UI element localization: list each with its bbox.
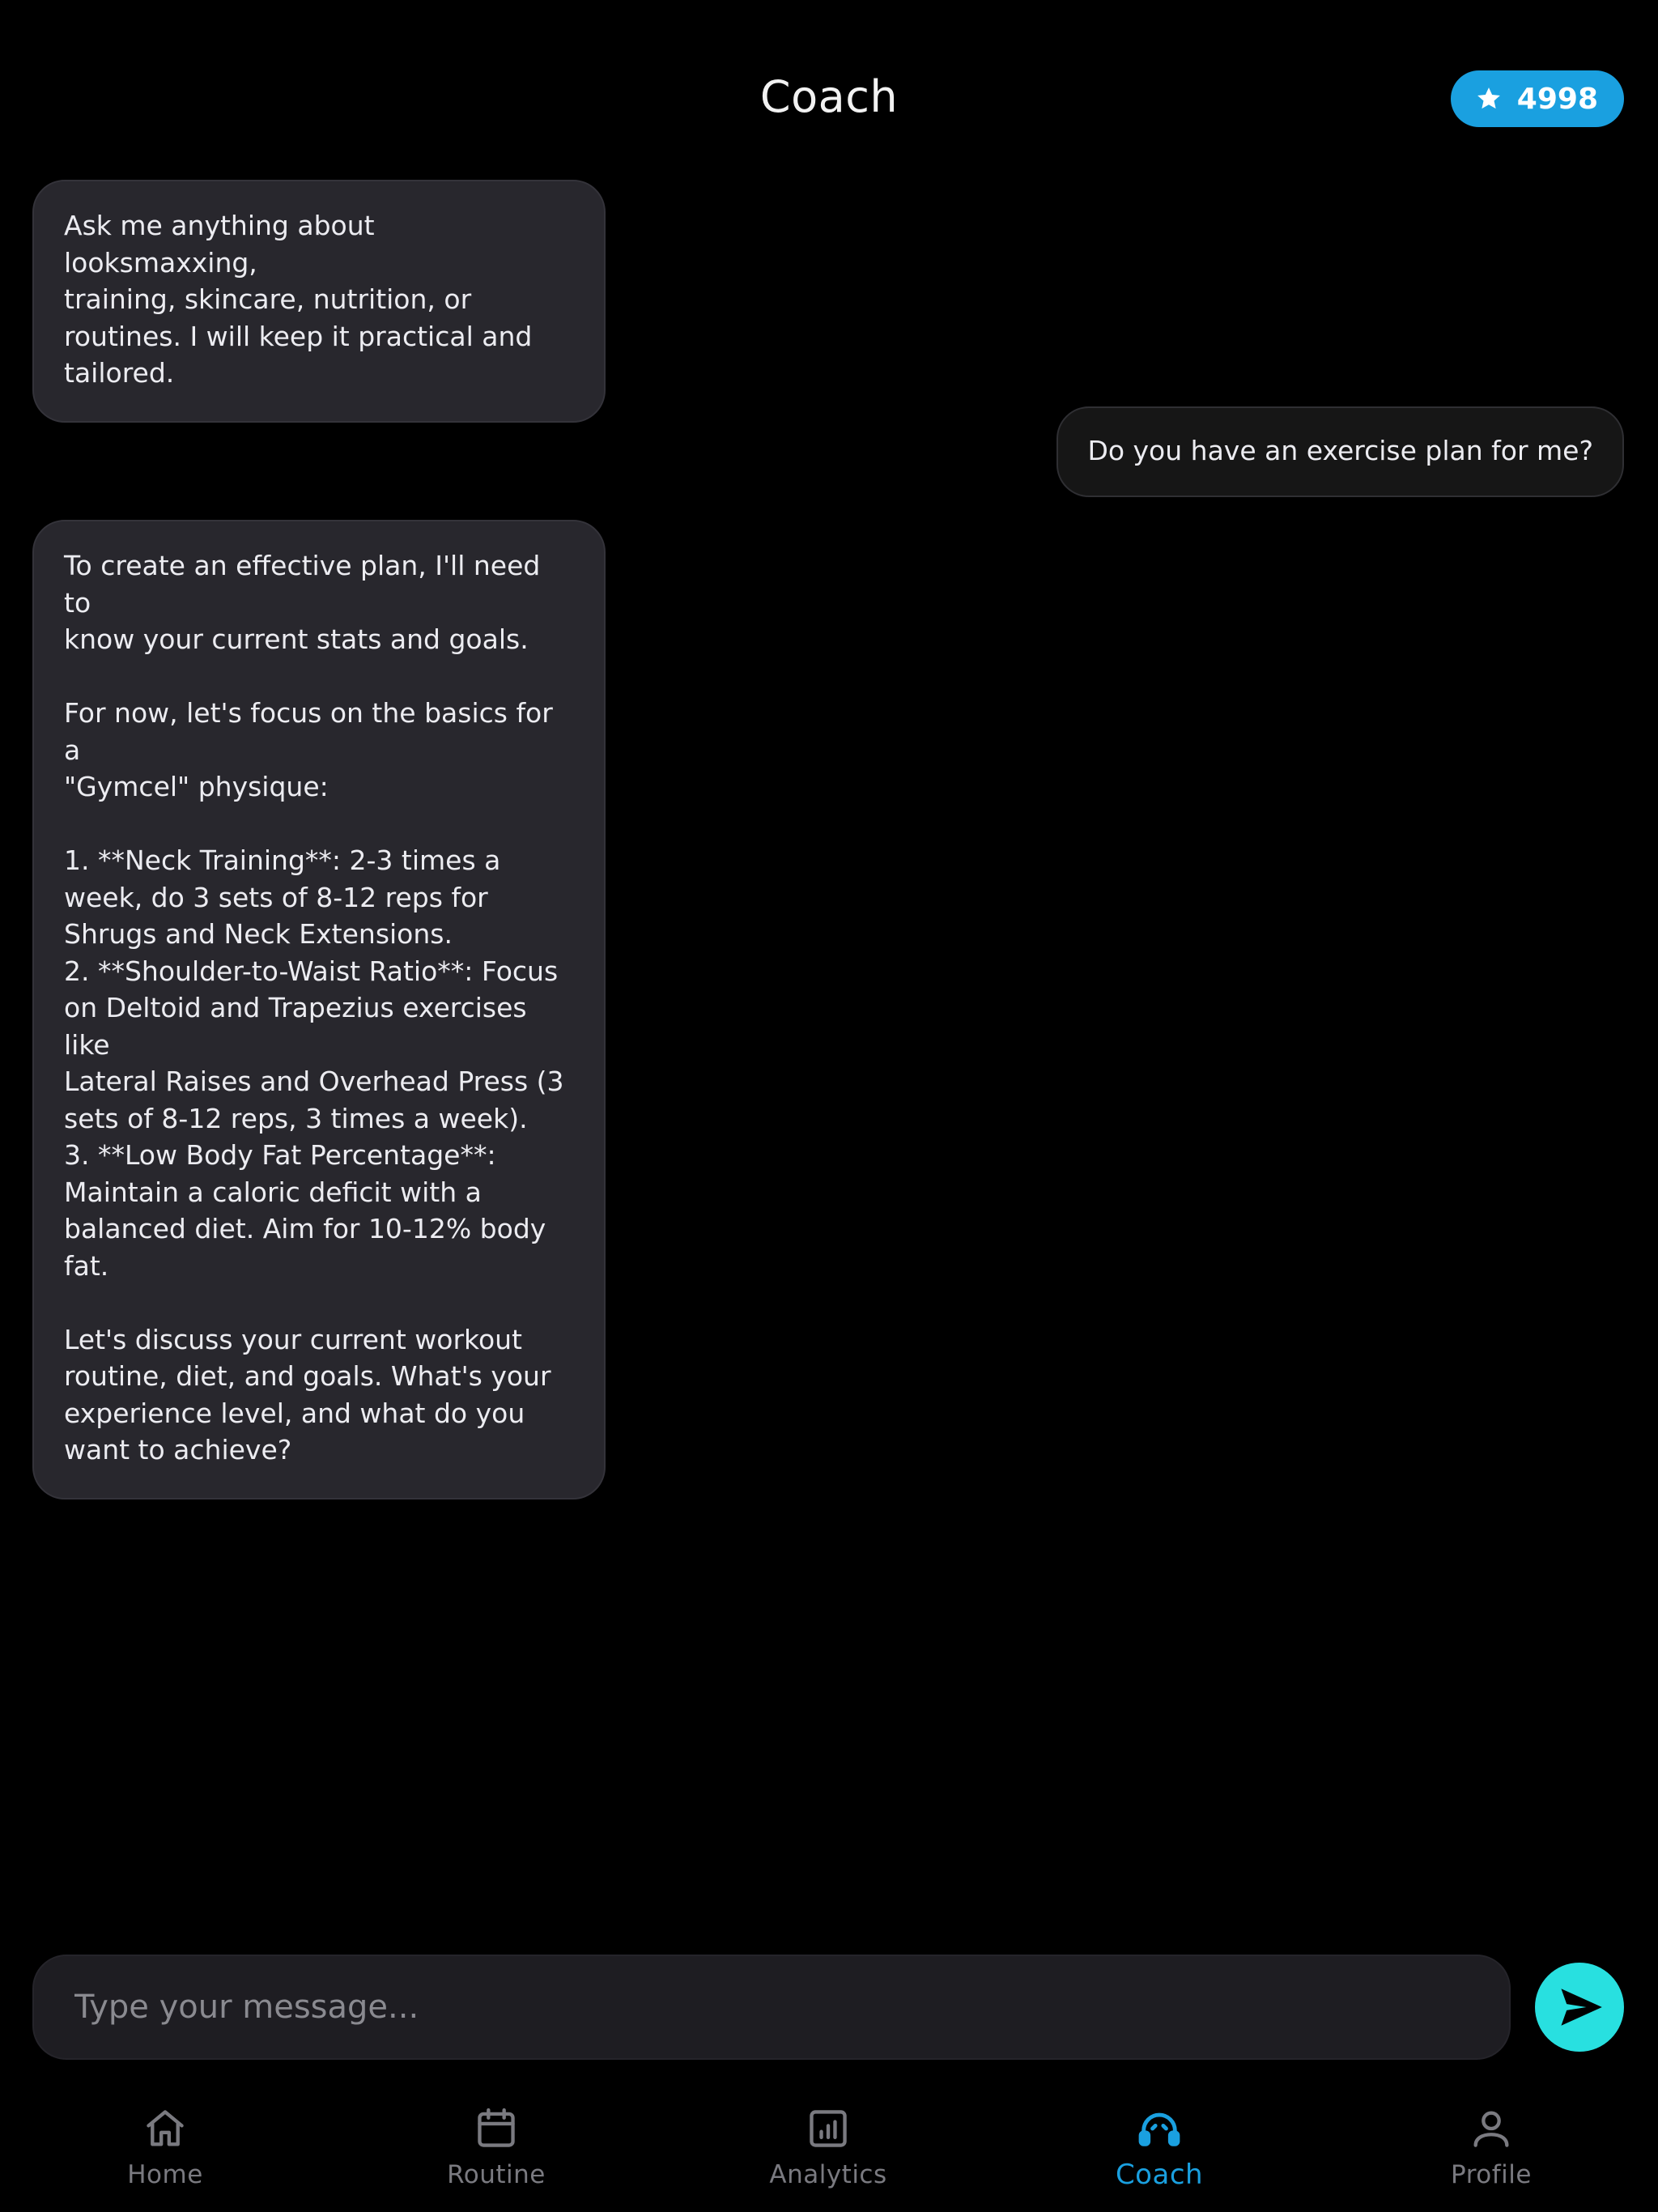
calendar-icon	[473, 2105, 520, 2152]
nav-label: Routine	[447, 2160, 546, 2189]
nav-item-home[interactable]	[44, 2105, 287, 2202]
nav-label: Profile	[1451, 2160, 1532, 2189]
nav-item-analytics[interactable]	[707, 2105, 950, 2202]
message-input[interactable]	[32, 1955, 1511, 2060]
star-icon	[1475, 85, 1503, 113]
analytics-icon	[805, 2105, 852, 2152]
home-icon	[142, 2105, 189, 2152]
coach-message: To create an effective plan, I'll need to know your current stats and goals. For now, let's focus on the basics for a "Gymcel" physique: 1. **Neck Training**: 2-3 times a week, do 3 sets of 8-12 reps for Shrugs and Neck Extensions. 2. **Shoulder-to-Waist Ratio**: Focus on Deltoid and Trapezius exercises like Lateral Raises and Overhead Press (3 sets of 8-12 reps, 3 times a week). 3. **Low Body Fat Percentage**: Maintain a caloric deficit with a balanced diet. Aim for 10-12% body fat. Let's discuss your current workout routine, diet, and goals. What's your experience level, and what do you want to achieve?	[32, 520, 606, 1499]
nav-label: Home	[127, 2160, 203, 2189]
points-count: 4998	[1516, 82, 1598, 116]
send-icon	[1553, 1982, 1606, 2032]
user-message: Do you have an exercise plan for me?	[1056, 406, 1624, 497]
nav-label: Analytics	[769, 2160, 887, 2189]
nav-item-coach[interactable]	[1038, 2105, 1281, 2202]
nav-item-profile[interactable]	[1370, 2105, 1613, 2202]
points-badge[interactable]	[1451, 70, 1624, 127]
header	[0, 49, 1658, 149]
bottom-nav	[0, 2097, 1658, 2212]
send-button[interactable]	[1535, 1963, 1624, 2052]
coach-message: Ask me anything about looksmaxxing, training, skincare, nutrition, or routines. I will keep it practical and tailored.	[32, 180, 606, 423]
nav-label: Coach	[1115, 2159, 1204, 2191]
profile-icon	[1468, 2105, 1515, 2152]
page-title: Coach	[759, 71, 899, 122]
composer	[32, 1955, 1624, 2060]
nav-item-routine[interactable]	[375, 2105, 618, 2202]
coach-icon	[1136, 2105, 1183, 2152]
